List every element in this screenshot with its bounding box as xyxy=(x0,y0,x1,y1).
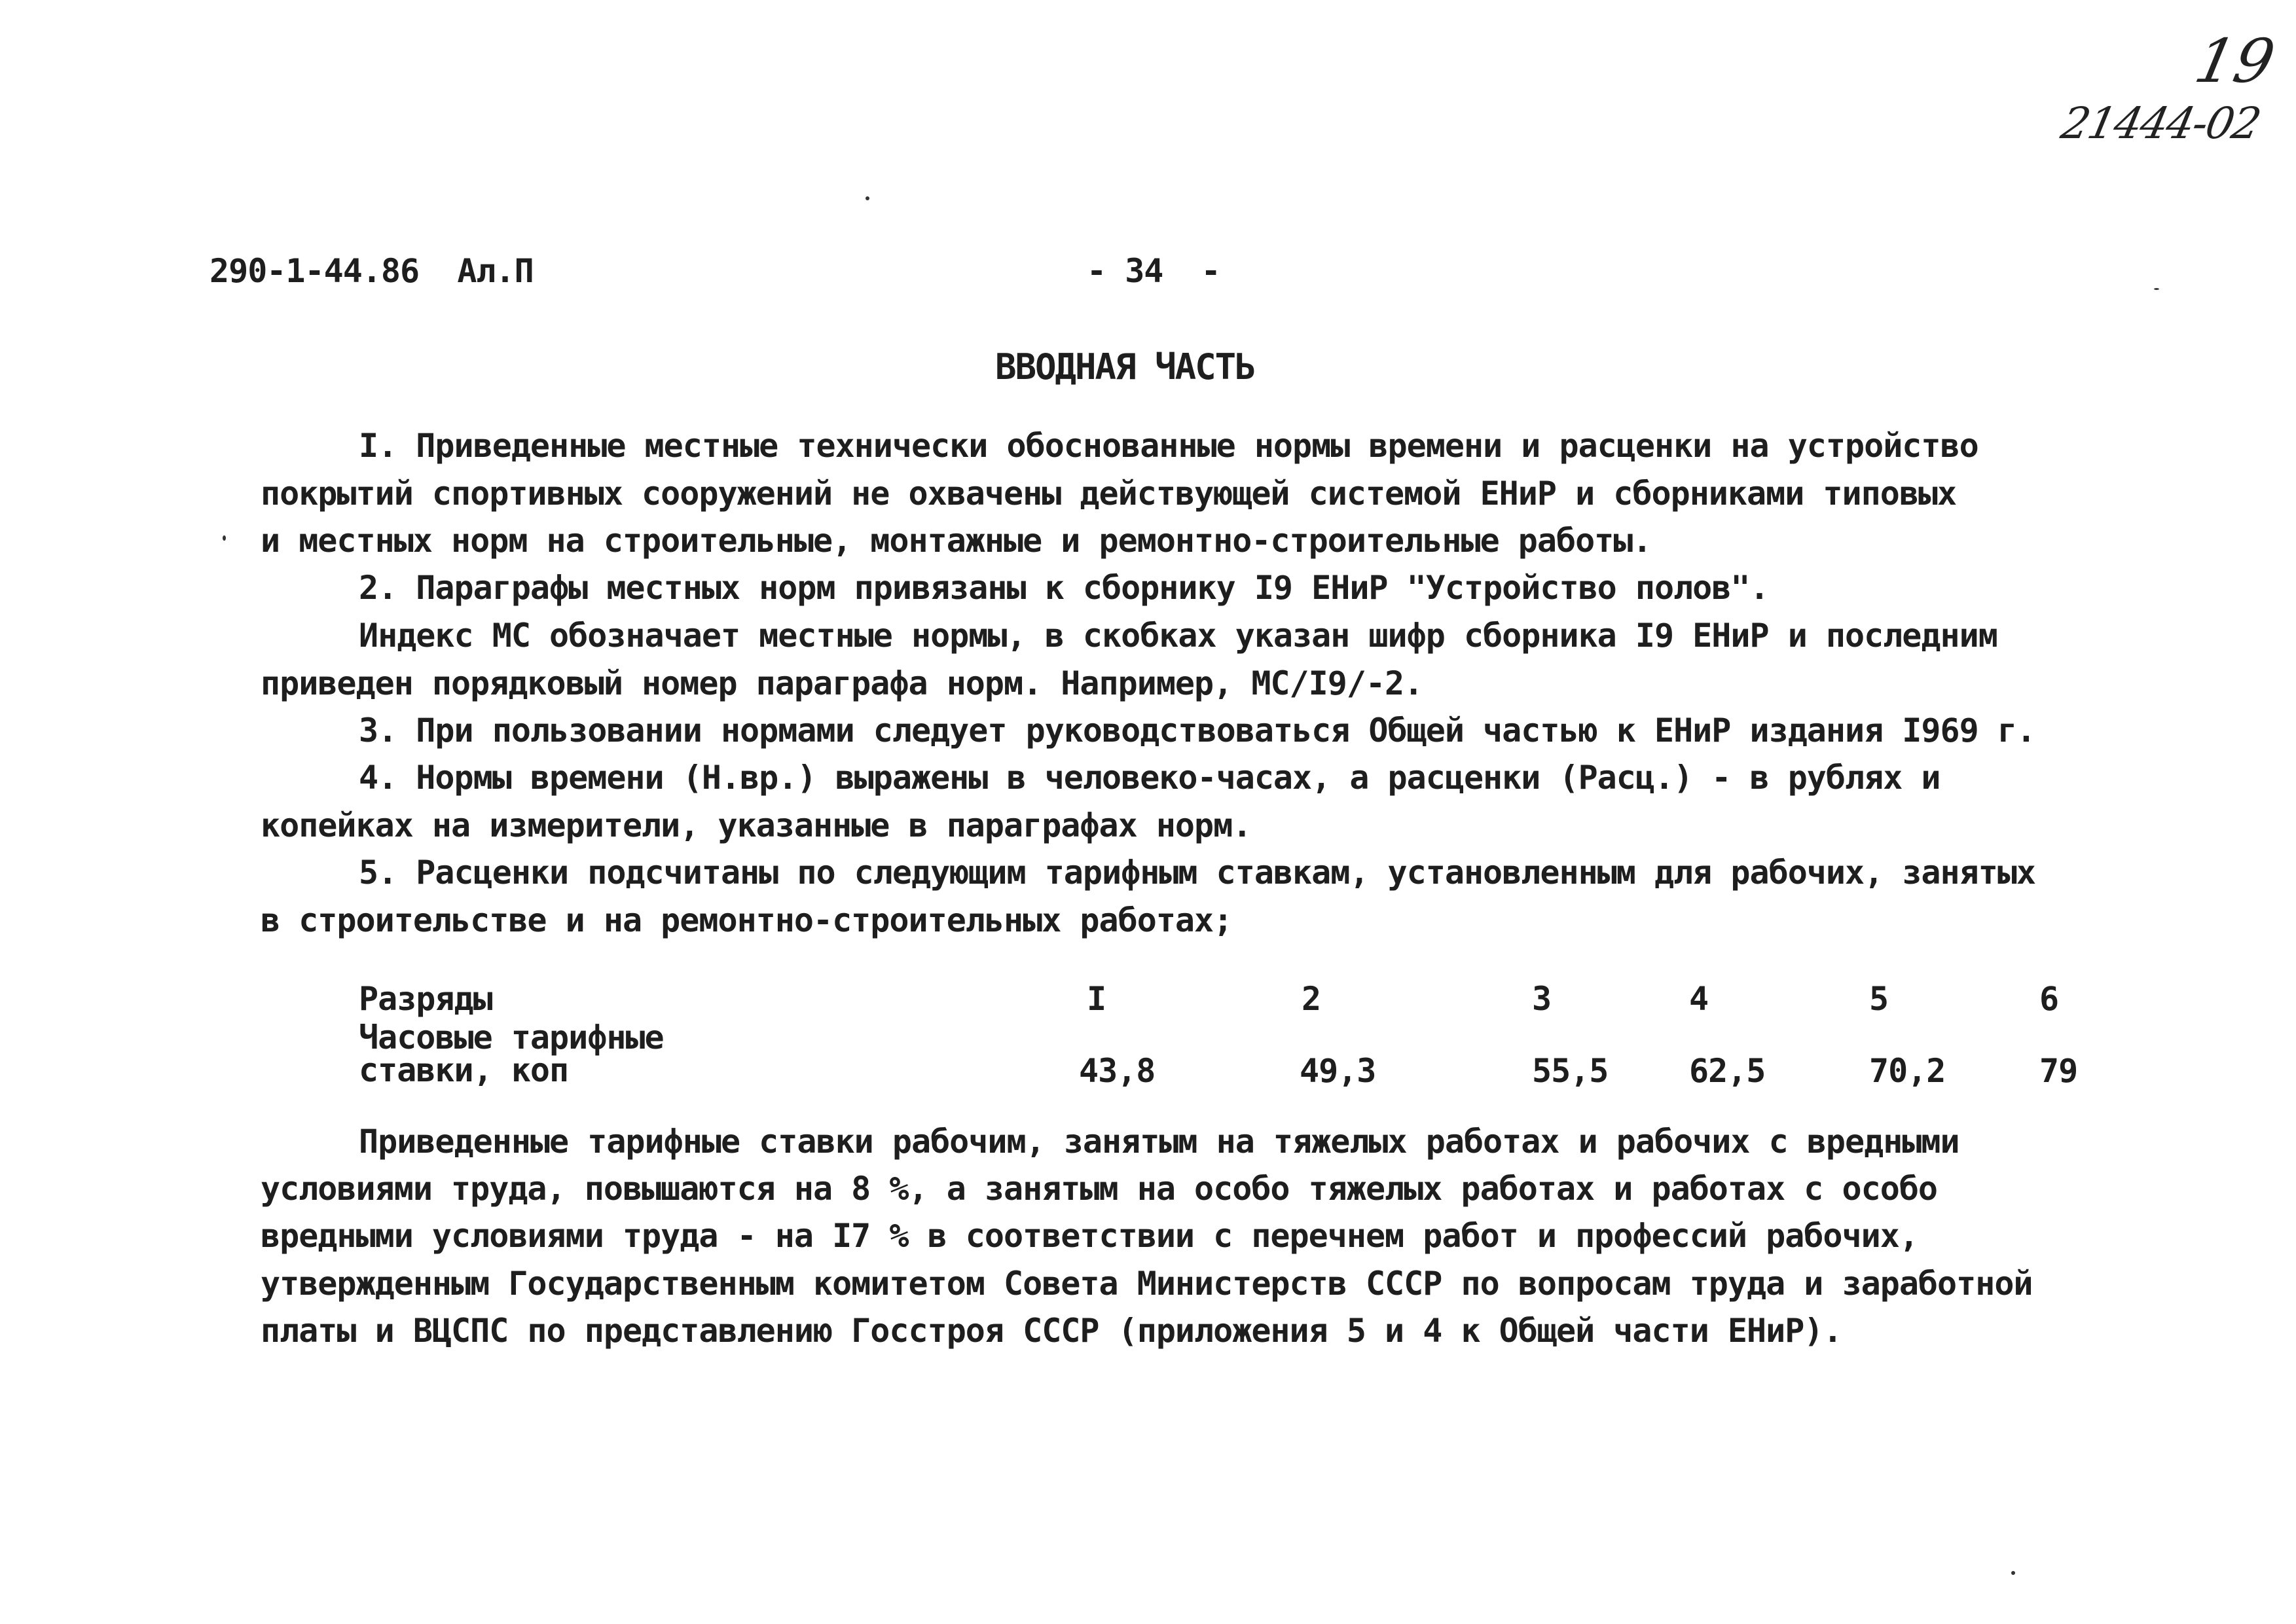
table-label-grades: Разряды xyxy=(359,980,492,1018)
paragraph-2b-line-2: приведен порядковый номер параграфа норм. Например, МС/I9/-2. xyxy=(261,664,1423,702)
table-grade-5: 5 xyxy=(1869,980,1889,1018)
paragraph-2b-line-1: Индекс МС обозначает местные нормы, в скобках указан шифр сборника I9 ЕНиР и последним xyxy=(359,617,1997,655)
paragraph-1-line-3: и местных норм на строительные, монтажные и ремонтно-строительные работы. xyxy=(261,522,1652,560)
paragraph-1-line-1: I. Приведенные местные технически обоснованные нормы времени и расценки на устройство xyxy=(359,427,1978,465)
table-rate-6: 79 xyxy=(2039,1052,2078,1090)
paragraph-6-line-2: условиями труда, повышаются на 8 %, а занятым на особо тяжелых работах и работах с особо xyxy=(261,1170,1938,1208)
paragraph-6-line-4: утвержденным Государственным комитетом Совета Министерств СССР по вопросам труда и заработной xyxy=(261,1265,2033,1303)
scan-speck xyxy=(2154,288,2159,290)
table-grade-4: 4 xyxy=(1689,980,1709,1018)
paragraph-4-line-1: 4. Нормы времени (Н.вр.) выражены в человеко-часах, а расценки (Расц.) - в рублях и xyxy=(359,759,1941,797)
scan-speck xyxy=(223,535,226,541)
paragraph-2-line-1: 2. Параграфы местных норм привязаны к сборнику I9 ЕНиР "Устройство полов". xyxy=(359,569,1769,607)
table-rate-4: 62,5 xyxy=(1689,1052,1766,1090)
paragraph-1-line-2: покрытий спортивных сооружений не охвачены действующей системой ЕНиР и сборниками типовых xyxy=(261,475,1957,513)
table-rate-2: 49,3 xyxy=(1300,1052,1376,1090)
table-label-rates-line-1: Часовые тарифные xyxy=(359,1019,664,1056)
paragraph-4-line-2: копейках на измерители, указанные в параграфах норм. xyxy=(261,806,1252,844)
handwritten-page-mark: 19 xyxy=(2189,26,2281,96)
table-grade-6: 6 xyxy=(2039,980,2059,1018)
document-code: 290-1-44.86 Ал.П xyxy=(210,252,534,290)
paragraph-3-line-1: 3. При пользовании нормами следует руководствоваться Общей частью к ЕНиР издания I969 г. xyxy=(359,712,2036,749)
paragraph-6-line-1: Приведенные тарифные ставки рабочим, занятым на тяжелых работах и рабочих с вредными xyxy=(359,1123,1959,1161)
paragraph-5-line-2: в строительстве и на ремонтно-строительных работах; xyxy=(261,901,1233,939)
table-rate-5: 70,2 xyxy=(1869,1052,1946,1090)
paragraph-5-line-1: 5. Расценки подсчитаны по следующим тарифным ставкам, установленным для рабочих, занятых xyxy=(359,854,2036,892)
table-label-rates-line-2: ставки, коп xyxy=(359,1051,569,1089)
handwritten-archive-code: 21444-02 xyxy=(2056,98,2265,149)
table-grade-1: I xyxy=(1087,980,1106,1018)
table-rate-1: 43,8 xyxy=(1079,1052,1156,1090)
section-title: ВВОДНАЯ ЧАСТЬ xyxy=(995,346,1255,388)
page-number: - 34 - xyxy=(1087,252,1220,290)
paragraph-6-line-3: вредными условиями труда - на I7 % в соответствии с перечнем работ и профессий рабочих, xyxy=(261,1217,1918,1255)
table-grade-2: 2 xyxy=(1302,980,1321,1018)
scan-speck xyxy=(866,196,869,200)
paragraph-6-line-5: платы и ВЦСПС по представлению Госстроя СССР (приложения 5 и 4 к Общей части ЕНиР). xyxy=(261,1312,1842,1350)
scan-speck xyxy=(2011,1571,2015,1575)
table-grade-3: 3 xyxy=(1532,980,1552,1018)
table-rate-3: 55,5 xyxy=(1532,1052,1609,1090)
